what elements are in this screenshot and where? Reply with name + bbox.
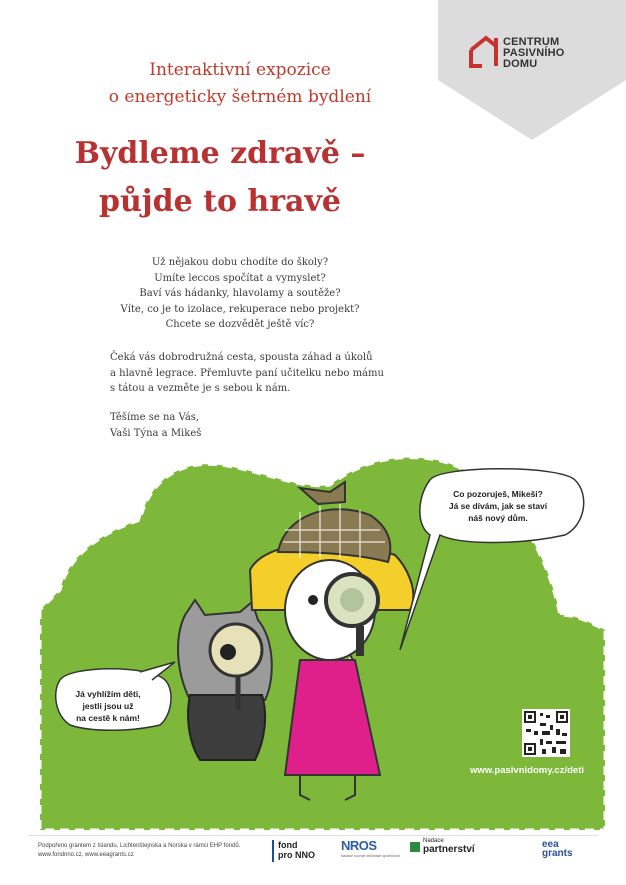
eea-line: grants: [542, 848, 573, 859]
exposition-subtitle: [60, 57, 420, 111]
logo-tag-shape: [438, 0, 626, 140]
paragraph-line: Čeká vás dobrodružná cesta, spousta záhad a úkolů: [110, 352, 373, 363]
intro-questions: [60, 255, 420, 333]
nadace-line: partnerství: [423, 844, 475, 855]
bubble-line: jestli jsou už: [82, 701, 134, 711]
intro-line: Baví vás hádanky, hlavolamy a soutěže?: [139, 288, 341, 299]
subtitle-line: Interaktivní expozice: [149, 60, 331, 80]
bubble-line: Co pozoruješ, Mikeši?: [453, 489, 543, 499]
website-link[interactable]: www.pasivnidomy.cz/deti: [469, 765, 584, 776]
paragraph-line: s tátou a vezměte je s sebou k nám.: [110, 383, 291, 394]
fond-line: fond: [278, 840, 298, 850]
qr-code[interactable]: [522, 709, 570, 757]
bubble-line: Já vyhlížím děti,: [75, 689, 141, 699]
footer-line: www.fondnno.cz, www.eeagrants.cz: [38, 852, 134, 858]
eea-grants-logo[interactable]: [542, 840, 573, 858]
invitation-paragraph: [110, 350, 390, 397]
logo-line: PASIVNÍHO: [503, 47, 565, 59]
cat-character: [178, 600, 272, 760]
signature-line: Těšíme se na Vás,: [110, 412, 200, 423]
intro-line: Už nějakou dobu chodíte do školy?: [151, 257, 329, 268]
footer-divider: [28, 835, 598, 836]
nros-subtitle: Nadace rozvoje občanské společnosti: [341, 854, 400, 858]
nadace-partnerstvi-logo[interactable]: [423, 838, 475, 855]
centrum-pasivniho-domu-logo[interactable]: [503, 37, 565, 70]
nros-logo[interactable]: NROS: [341, 838, 377, 853]
logo-line: CENTRUM: [503, 36, 560, 48]
nadace-line: Nadace: [423, 838, 444, 844]
intro-line: Víte, co je to izolace, rekuperace nebo projekt?: [120, 303, 360, 315]
paragraph-line: a hlavně legrace. Přemluvte paní učitelku nebo mámu: [110, 367, 384, 379]
fond-line: pro NNO: [278, 850, 315, 860]
eea-line: eea: [542, 839, 559, 850]
title-line: půjde to hravě: [98, 184, 342, 219]
footer-credits: [38, 842, 278, 860]
intro-line: Chcete se dozvědět ještě víc?: [165, 319, 315, 330]
bubble-line: na cestě k nám!: [76, 713, 140, 723]
speech-bubble-left-text: [58, 688, 158, 724]
intro-line: Umíte leccos spočítat a vymyslet?: [154, 272, 326, 284]
logo-line: DOMU: [503, 58, 538, 70]
bubble-line: náš nový dům.: [468, 513, 528, 523]
page-title: [20, 130, 420, 226]
subtitle-line: o energeticky šetrném bydlení: [108, 87, 372, 107]
speech-bubble-right-text: [433, 488, 563, 524]
bubble-line: Já se dívám, jak se staví: [448, 501, 548, 511]
signature-line: Vaši Týna a Mikeš: [110, 427, 202, 439]
signature: [110, 410, 310, 441]
nadace-partnerstvi-icon: [410, 842, 420, 852]
fond-pro-nno-logo[interactable]: [272, 840, 315, 862]
title-line: Bydleme zdravě –: [74, 136, 366, 171]
footer-line: Podpořeno grantem z Islandu, Lichtenštejnska a Norska v rámci EHP fondů.: [38, 843, 241, 849]
